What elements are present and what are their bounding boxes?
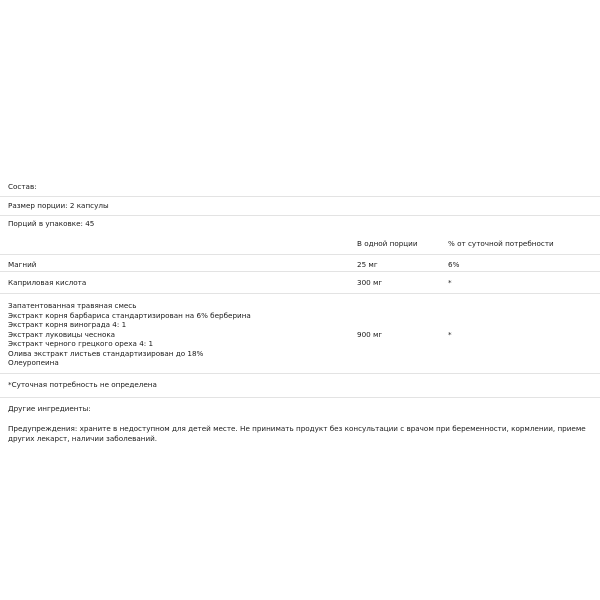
footnote-row [0,374,600,398]
nutrient-amount: 300 мг [357,278,383,287]
blend-ingredients [8,301,251,368]
blend-line: Экстракт корня винограда 4: 1 [8,320,127,329]
blend-line: Олива экстракт листьев стандартизирован до 18% [8,348,204,358]
other-ingredients: Другие ингредиенты: [8,404,91,413]
blend-line: Запатентованная травяная смесь [8,301,137,310]
serving-size: Размер порции: 2 капсулы [8,201,109,210]
nutrient-name: Магний [8,260,37,269]
servings-header-row [0,216,600,255]
blend-line: Экстракт луковицы чеснока [8,329,116,339]
composition-row [0,177,600,197]
serving-size-row [0,197,600,216]
blend-line: Экстракт черного грецкого ореха 4: 1 [8,339,154,348]
supplement-facts-panel [0,177,600,478]
daily-value-header: % от суточной потребности [448,239,554,248]
blend-line: Олеуропеина [8,358,59,367]
nutrient-name: Каприловая кислота [8,278,87,287]
nutrient-row-caprylic-acid [0,272,600,294]
footnote: *Суточная потребность не определена [8,380,157,389]
warnings: Предупреждения: храните в недоступном для детей месте. Не принимать продукт без консультации с врачом при беременности, кормлении, приеме других лекарст, наличии заболеваний. [8,424,586,443]
nutrient-row-magnesium [0,255,600,272]
additional-info [0,398,600,478]
composition-label: Состав: [8,182,37,191]
blend-row [0,294,600,374]
nutrient-amount: 25 мг [357,260,378,269]
blend-dv: * [448,330,452,339]
per-serving-header: В одной порции [357,239,418,248]
blend-line: Экстракт корня барбариса стандартизирован на 6% берберина [8,310,251,320]
blend-amount: 900 мг [357,330,383,339]
servings-per-container: Порций в упаковке: 45 [8,219,95,228]
nutrient-dv: * [448,278,452,287]
nutrient-dv: 6% [448,260,460,269]
